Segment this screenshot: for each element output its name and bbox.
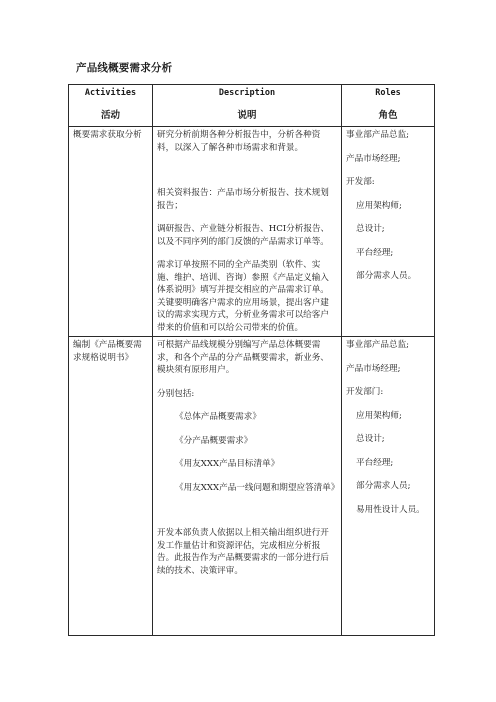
header-description [153,85,342,127]
description-paragraph: 需求订单按照不同的全产品类别（软件、实施、维护、培训、咨询）参照《产品定义输入体系说明》填写并提交相应的产品需求订单。关键要明确客户需求的应用场景，提出客户建议的需求实现方式，分析业务需求可以给客户带来的价值和可以给公司带来的价值。 [157,260,329,333]
doc-item: 《用友XXX产品目标清单》 [175,459,280,469]
role-item: 事业部产品总监; [346,340,410,350]
description-cell [153,337,342,636]
doc-item: 《分产品概要需求》 [175,435,253,446]
description-cell [153,127,342,337]
header-activities [69,85,153,127]
role-item: 平台经理; [356,247,394,258]
role-item: 易用性设计人员。 [356,504,425,515]
header-roles-zh: 角色 [378,110,398,121]
role-item: 应用架构师; [356,410,402,421]
role-item: 事业部产品总监; [346,130,410,140]
activity-cell: 编制《产品概要需求规格说明书》 [69,337,153,636]
page-title: 产品线概要需求分析 [76,62,173,74]
description-paragraph: 开发本部负责人依据以上相关输出组织进行开发工作量估计和资源评估，完成相应分析报告。此报告作为产品概要需求的一部分进行后续的技术、决策评审。 [157,528,329,576]
description-paragraph: 分别包括: [157,388,195,399]
role-item: 开发部门: [346,387,384,397]
activity-cell: 概要需求获取分析 [69,127,153,337]
role-item: 平台经理; [356,457,394,468]
role-item: 总设计; [356,224,385,234]
table-row [69,127,435,337]
header-roles [342,85,435,127]
header-row [69,85,435,127]
role-item: 产品市场经理; [346,153,401,164]
header-roles-en: Roles [375,88,401,98]
header-description-zh: 说明 [237,110,257,121]
doc-item: 《总体产品概要需求》 [175,412,261,422]
table-row [69,337,435,636]
role-item: 部分需求人员。 [356,271,417,281]
header-description-en: Description [218,88,276,98]
description-paragraph: 研究分析前期各种分析报告中，分析各种资料，以深入了解各种市场需求和背景。 [157,130,321,153]
description-paragraph: 可根据产品线规模分别编写产品总体概要需求，和各个产品的分产品概要需求，新业务、模块须有原形用户。 [157,340,329,375]
role-item: 总设计; [356,434,385,444]
doc-item: 《用友XXX产品一线问题和期望应答清单》 [175,482,340,493]
header-activities-zh: 活动 [100,110,120,121]
roles-cell [342,337,435,636]
role-item: 部分需求人员; [356,481,411,491]
requirements-table [68,84,435,636]
header-activities-en: Activities [84,88,137,98]
description-paragraph: 相关资料报告：产品市场分析报告、技术规划报告； [157,188,329,211]
roles-cell [342,127,435,337]
description-paragraph: 调研报告、产业链分析报告、HCI分析报告、以及不同序列的部门反馈的产品需求订单等。 [157,224,330,247]
role-item: 产品市场经理; [346,363,401,374]
role-item: 应用架构师; [356,200,402,211]
role-item: 开发部: [346,177,375,187]
